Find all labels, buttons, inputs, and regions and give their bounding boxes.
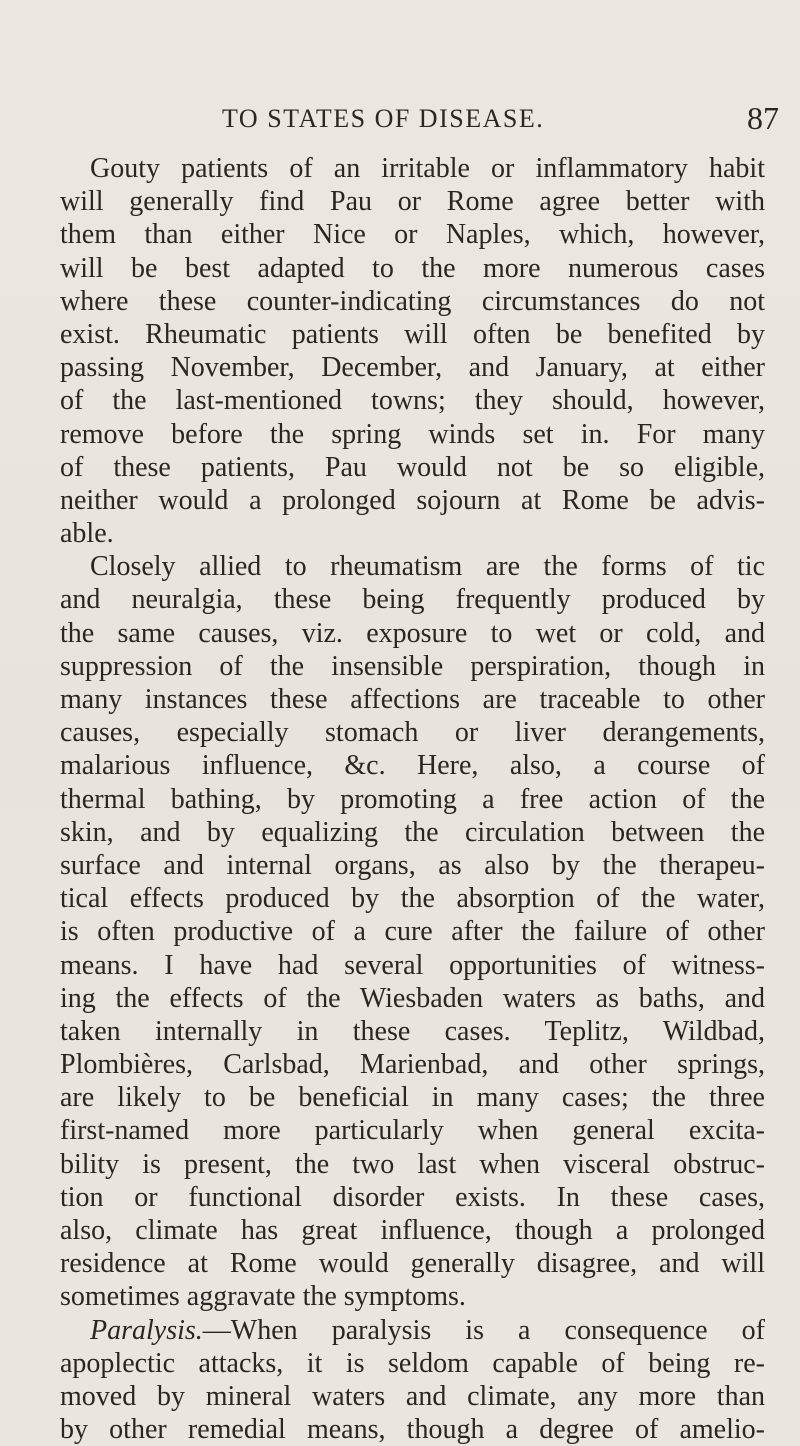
- text-line: malarious influence, &c. Here, also, a course of: [60, 750, 765, 782]
- text-line: surface and internal organs, as also by the therapeu-: [60, 849, 765, 881]
- page-number: 87: [747, 100, 779, 136]
- text-line: where these counter-indicating circumstances do not: [60, 285, 765, 317]
- text-line: taken internally in these cases. Teplitz, Wildbad,: [60, 1015, 765, 1047]
- text-line: residence at Rome would generally disagree, and will: [60, 1248, 765, 1280]
- text-line: skin, and by equalizing the circulation between the: [60, 816, 765, 848]
- text-line: sometimes aggravate the symptoms.: [60, 1281, 466, 1313]
- text-line: thermal bathing, by promoting a free action of the: [60, 783, 765, 815]
- text-line: also, climate has great influence, though a prolonged: [60, 1215, 765, 1246]
- text-line: first-named more particularly when general excita-: [60, 1115, 765, 1147]
- paralysis-heading: Paralysis.: [90, 1314, 203, 1346]
- text-line: are likely to be beneficial in many cases; the three: [60, 1082, 765, 1114]
- text-line: tical effects produced by the absorption of the water,: [60, 883, 765, 915]
- text-line: by other remedial means, though a degree of amelio-: [60, 1414, 765, 1446]
- text-line: many instances these affections are traceable to other: [60, 684, 765, 715]
- text-line: apoplectic attacks, it is seldom capable of being re-: [60, 1347, 765, 1379]
- text-line: exist. Rheumatic patients will often be benefited by: [60, 318, 765, 350]
- text-line: suppression of the insensible perspiration, though in: [60, 650, 765, 682]
- paralysis-line: [60, 1314, 765, 1347]
- text-line: neither would a prolonged sojourn at Rome be advis-: [60, 484, 765, 516]
- text-line: of the last-mentioned towns; they should, however,: [60, 385, 765, 417]
- text-line: able.: [60, 518, 114, 550]
- text-line: Plombières, Carlsbad, Marienbad, and other springs,: [60, 1049, 765, 1081]
- text-line: bility is present, the two last when visceral obstruc-: [60, 1148, 765, 1180]
- text-line: Closely allied to rheumatism are the forms of tic: [90, 551, 765, 583]
- text-line: moved by mineral waters and climate, any more than: [60, 1380, 765, 1412]
- text-line: them than either Nice or Naples, which, however,: [60, 219, 765, 251]
- paralysis-text: —When paralysis is a consequence of: [202, 1314, 765, 1346]
- text-line: causes, especially stomach or liver derangements,: [60, 717, 765, 749]
- running-title: TO STATES OF DISEASE.: [222, 104, 545, 133]
- page-header: [60, 100, 779, 138]
- text-line: passing November, December, and January, at either: [60, 352, 765, 384]
- text-line: means. I have had several opportunities of witness-: [60, 949, 765, 981]
- text-line: will generally find Pau or Rome agree better with: [60, 186, 765, 218]
- text-line: will be best adapted to the more numerous cases: [60, 252, 765, 284]
- text-line: Gouty patients of an irritable or inflammatory habit: [90, 153, 765, 184]
- text-line: the same causes, viz. exposure to wet or cold, and: [60, 617, 765, 649]
- text-line: tion or functional disorder exists. In these cases,: [60, 1181, 765, 1213]
- body-text: [60, 152, 765, 1446]
- text-line: ing the effects of the Wiesbaden waters as baths, and: [60, 982, 765, 1014]
- text-line: remove before the spring winds set in. For many: [60, 418, 765, 450]
- text-line: and neuralgia, these being frequently produced by: [60, 584, 765, 616]
- text-line: of these patients, Pau would not be so eligible,: [60, 451, 765, 483]
- text-line: is often productive of a cure after the failure of other: [60, 916, 765, 948]
